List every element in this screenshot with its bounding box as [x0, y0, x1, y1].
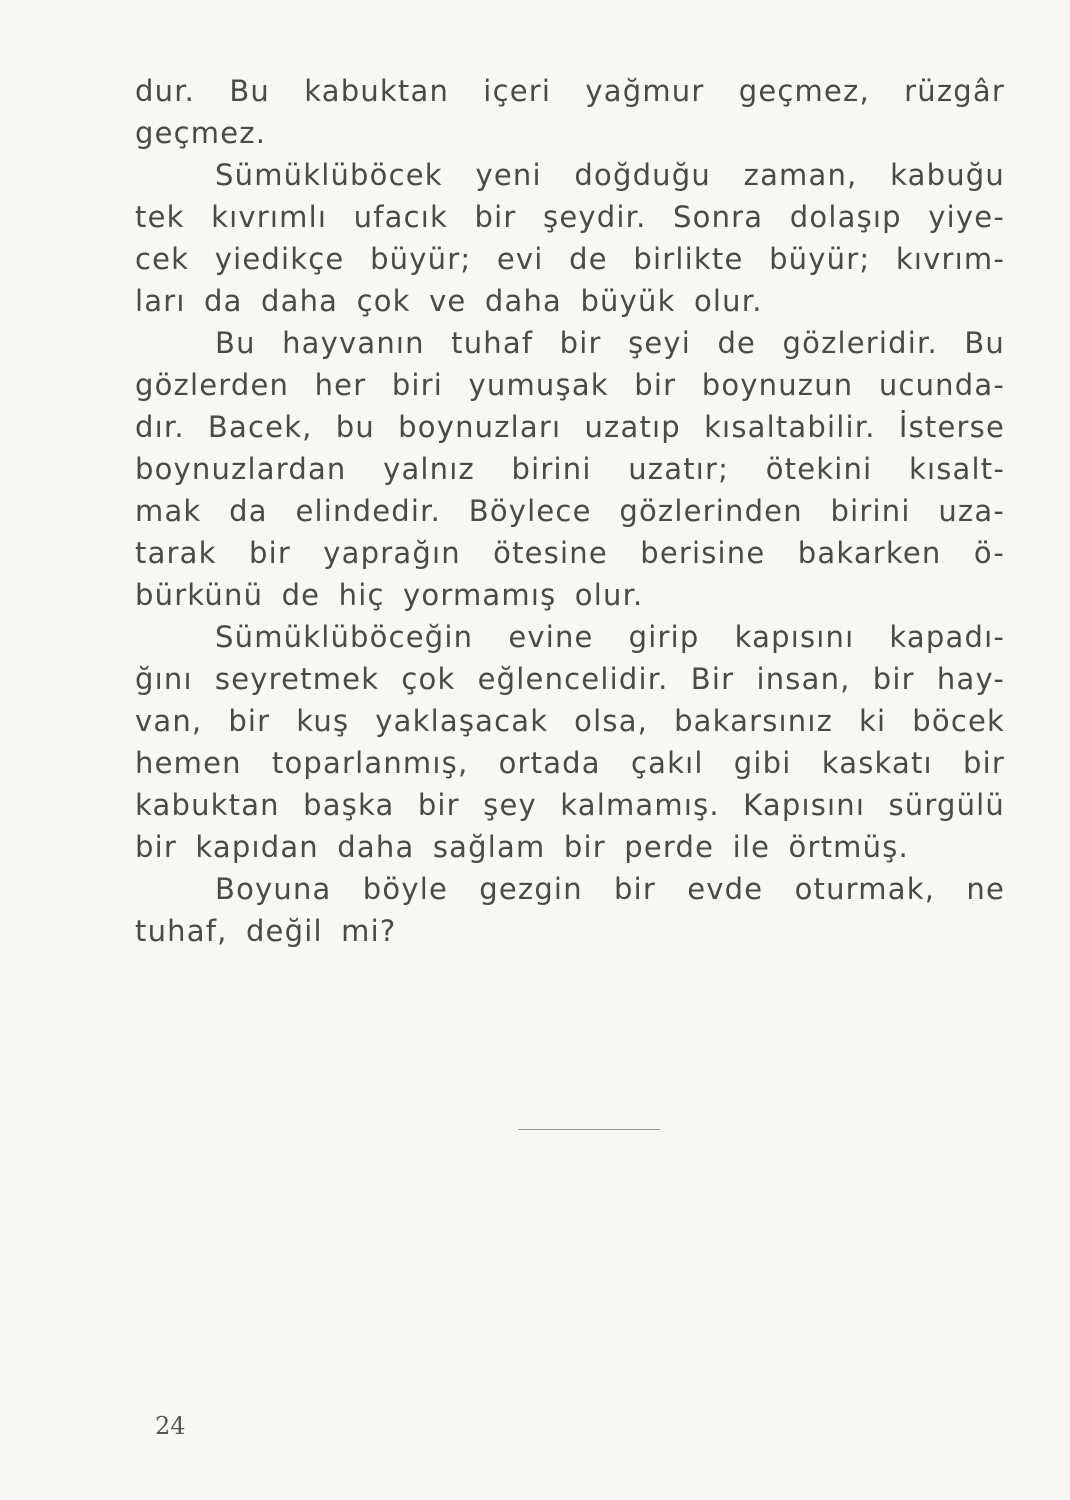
text-line: Sümüklüböcek yeni doğduğu zaman, kabuğu — [215, 158, 1005, 192]
text-line: ğını seyretmek çok eğlencelidir. Bir insan, bir hay- — [135, 662, 1005, 696]
page-number: 24 — [155, 1412, 186, 1440]
text-line: dır. Bacek, bu boynuzları uzatıp kısaltabilir. İsterse — [135, 410, 1005, 444]
text-line: boynuzlardan yalnız birini uzatır; ötekini kısalt- — [135, 452, 1005, 486]
text-line: geçmez. — [135, 116, 267, 150]
text-line: tarak bir yaprağın ötesine berisine bakarken ö- — [135, 536, 1005, 570]
text-line: bir kapıdan daha sağlam bir perde ile örtmüş. — [135, 830, 909, 864]
text-line: bürkünü de hiç yormamış olur. — [135, 578, 644, 612]
text-line: kabuktan başka bir şey kalmamış. Kapısını sürgülü — [135, 788, 1005, 822]
text-line: mak da elindedir. Böylece gözlerinden birini uza- — [135, 494, 1005, 528]
section-divider — [518, 1129, 660, 1130]
text-line: Bu hayvanın tuhaf bir şeyi de gözleridir. Bu — [215, 326, 1005, 360]
text-line: gözlerden her biri yumuşak bir boynuzun ucunda- — [135, 368, 1005, 402]
body-text — [135, 70, 1005, 952]
text-line: Sümüklüböceğin evine girip kapısını kapadı- — [215, 620, 1005, 654]
text-line: ları da daha çok ve daha büyük olur. — [135, 284, 763, 318]
text-line: hemen toparlanmış, ortada çakıl gibi kaskatı bir — [135, 746, 1005, 780]
text-line: cek yiedikçe büyür; evi de birlikte büyür; kıvrım- — [135, 242, 1005, 276]
text-line: Boyuna böyle gezgin bir evde oturmak, ne — [215, 872, 1005, 906]
text-line: dur. Bu kabuktan içeri yağmur geçmez, rüzgâr — [135, 74, 1005, 108]
text-line: tuhaf, değil mi? — [135, 914, 397, 948]
text-line: van, bir kuş yaklaşacak olsa, bakarsınız ki böcek — [135, 704, 1005, 738]
text-line: tek kıvrımlı ufacık bir şeydir. Sonra dolaşıp yiye- — [135, 200, 1005, 234]
